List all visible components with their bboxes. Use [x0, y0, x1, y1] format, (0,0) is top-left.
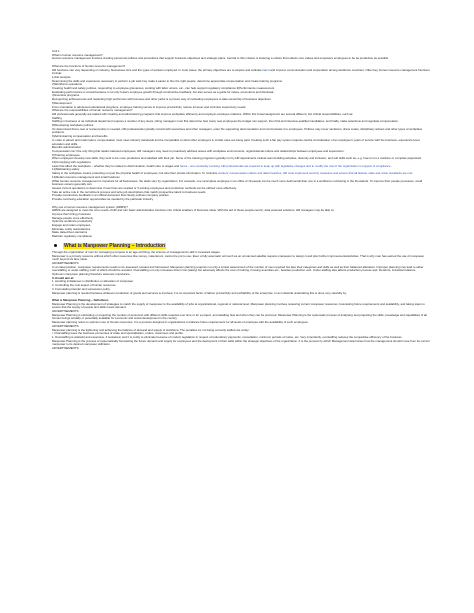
talent-link[interactable]: talent: [262, 67, 270, 72]
list-item: Maintain regulatory compliance: [52, 234, 93, 239]
document-body: [52, 50, 430, 351]
definitions-heading: What is Manpower Planning – Definitions: [52, 297, 109, 302]
list-item: Provide constructive feedback in an official document that clearly outlines company policies.: [52, 193, 170, 198]
paragraph: Through the organization of men for managing a purpose is an age-old thing, the science of management's skill in incessant stages.: [52, 249, 221, 254]
advertisement-label: ADVERTISEMENTS:: [52, 323, 80, 328]
list-item: 9)Administering compensation and benefits: [52, 134, 108, 139]
list-item: From orientation to advanced educational programs, employee training serves to improve productivity, reduce turnover and minimize supervisory needs.: [52, 104, 247, 109]
list-item: 1. Avoiding imbalances in distribution or allocation of manpower: [52, 279, 134, 284]
list-item: ii. Overstaffing is wasteful and expensive, if sustained, and it is costly to eliminate because of modern legislation in respect of redundancy payments, consultation, minimum periods of notice, etc. Very importantly, overstaffing reduces the competitive efficiency of the business.: [52, 334, 403, 339]
list-item: Eliminate costly redundancies: [52, 226, 91, 231]
list-item: Evaluating performance is crucial because it not only fosters employee growth through constructive feedback, but also serves as a guide for raises, promotions and dismissal.: [52, 89, 275, 94]
list-item: 9)Training employees: [52, 152, 80, 157]
list-item: Improve their hiring processes: [52, 211, 91, 216]
paragraph: In an ideal position, manpower requirements needs to be assessed, located and harnessed. Manpower planning requires not only a simple assessment of the number of men required but also their categories and skills as well as their balanced allocation. Improper planning may lead to either overstaffing or under-staffing, both of which should be avoided. Overstaffing not only increases direct cost (salary) but adversely affects the cost of training, housing amenities etc., besides production cost. Under-staffing also affects production process and, therefore, industrial relations.: [52, 264, 424, 273]
advertisement-label: ADVERTISEMENTS:: [52, 309, 80, 314]
list-item: Engage and retain employees: [52, 223, 91, 228]
aim-label: It should aim at:: [52, 275, 75, 280]
question-what-is-hrm: What is human resource management?: [52, 52, 103, 57]
list-item: Determining the skills and experience necessary to perform a job well may make it easier to hire the right people, determine appropriate compensation and create training programs.: [52, 78, 283, 83]
advertisement-label: ADVERTISEMENTS:: [52, 260, 80, 265]
paragraph: Optimum manpower planning therefore assumes importance.: [52, 272, 131, 277]
list-item: 3. Formulating transfer and succession policy: [52, 286, 111, 291]
paragraph: HR professionals generally are tasked with creating and administering programs that improve workplace efficiency and employer-employee relations. Within this broad assignment are several different, but critical responsibilities, such as:: [52, 111, 354, 116]
list-item: Assess current operations to determine if new hires are needed or if existing employees and production methods can be utilized more effectively.: [52, 186, 237, 190]
section-title: What is Manpower Planning – Introduction: [64, 242, 166, 249]
paragraph: Manpower planning is the tightening and achieving the balance of demand and supply of workforce. The penalties for not being correctly staffed are costly:: [52, 327, 250, 332]
section-heading: [52, 243, 430, 249]
bullet-icon: [54, 244, 57, 247]
staffing-heading: Staffing: [52, 115, 62, 120]
list-item: Laws that affect the workplace – whether they're related to discrimination, health care or wages and hours – are constantly evolving. HR professionals are required to keep up with legislative changes and to modify the rest of the organization in support of compliance.: [52, 163, 392, 168]
hours-link[interactable]: hours – are constantly evolving. HR professionals are required to keep up with legislative changes and to modify the rest of the organization in support of compliance.: [179, 163, 392, 168]
list-item: When employers develop new skills, they tend to be more productive and satisfied with their job. Some of the training programs typically run by HR departments include team-building activities, diversity and inclusion, and soft skills such as, e.g. how to run a machine or complete paperwork.: [52, 156, 422, 161]
list-item: 11)Maintaining safety: [52, 167, 80, 172]
list-item: Creating health and safety policies, responding to employee grievances, working with labor unions, etc., can help support regulatory compliance.3)Performance measurement: [52, 86, 275, 91]
list-item: Make data-driven decisions: [52, 230, 88, 235]
list-item: While human resource management is important for all businesses, the tasks vary by organization. For example, one incomplete employee in an office of 10 people can be much more detrimental than one in a workforce numbering in the thousands. To improve their people processes, small business owners generally can:: [52, 178, 423, 187]
paragraph: Manpower planning is needed because whatever production of goods and services is involved, it is an important factor of labour productivity and profitability of the enterprise. In an industrial undertaking this is done very carefully by:: [52, 290, 347, 295]
paragraph: Staffing in business or as individual department requires a number of key steps. Hiring managers must first determine how many new employees the budget can support, then find and interview qualified candidates, and finally, make selections and negotiate compensation.: [52, 119, 399, 124]
paragraph: HRMS are designed to meet the core needs of HR and turn basic administrative functions into critical enablers of business value. With the aid of these people-centric, data powered solutions, HR managers may be able to:: [52, 208, 335, 213]
question-responsibilities: What are the responsibilities of human resource management?: [52, 108, 133, 113]
paragraph: Manpower Planning is the development of strategies to match the supply of manpower to the availability of jobs at organizational, regional or national level. Manpower planning involves reviewing current manpower resources, forecasting future requirements and availability, and taking steps to ensure that the supply of people and skills meets demand.: [52, 301, 425, 310]
question-why-hrms: Why use a human resource management system (HRMS)?: [52, 204, 128, 209]
paragraph: HR functions can vary depending on industry, businesses size and the types of workers employed. In most cases, the primary objectives are to acquire and cultivate talent and improve communication and cooperation among workforce members. Other key human resource management functions include:: [52, 67, 430, 76]
list-item: Benefits administration: [52, 145, 82, 150]
list-item: 5)Development: [52, 100, 72, 105]
workers-comp-link[interactable]: workers' compensation claims and data breaches, HR must implement security measures and ensure that all federal, state and union standards are met.: [218, 171, 414, 176]
paragraph: Human resource management involves creating personnel policies and procedures that support business objectives and strategic plans. Central to this mission is fostering a culture that reflects core values and empowers employees to be as productive as possible.: [52, 56, 390, 61]
list-item: Safety in the workplace means protecting not just the physical health of employees, but also their private information. To minimize workers' compensation claims and data breaches, HR must implement security measures and ensure that all federal, state and union standards are met.: [52, 171, 414, 176]
list-item: 2)Workforce operations: [52, 82, 82, 87]
paragraph: Manpower Planning is the process of systematically forecasting the future demand and supply for employees and the deployment of their skills within the strategic objectives of the organization. It is the process by which Management determines how the management should move from its current manpower to its desired manpower utilization.: [52, 338, 430, 347]
list-item: 8)Developing workplace policies: [52, 123, 94, 128]
list-item: Compensation isn't the only thing that retains talented employees; HR managers may need to proactively address issues with workplace environments, organizational culture and relationships between employees and supervisors.: [52, 148, 345, 153]
advertisement-label: ADVERTISEMENTS:: [52, 346, 80, 351]
unit-label: Unit 1: [52, 49, 60, 53]
list-item: Recognizing achievements and rewarding high performers with bonuses and other perks is a proven way of motivating employees to take ownership of business objectives.: [52, 97, 272, 102]
list-item: Provide continuing education opportunities as needed by the particular industry.: [52, 197, 154, 202]
list-item: In order to attract and retain talent, compensation must meet industry standards and be comparable to what other employers in similar roles are being paid. Creating such a fair pay system requires careful consideration of an employee's years of service with the business, experience level, education and skills.: [52, 137, 421, 146]
list-item: 1)Job analysis: [52, 74, 71, 79]
list-item: Manage people more effectively: [52, 215, 93, 220]
question-functions: What are the functions of human resource management?: [52, 63, 126, 68]
list-item: 2. Controlling the cost aspect of human resources: [52, 283, 116, 288]
paragraph: Manpower is a primary resource without which other resources like money, material etc. cannot be put to use. Even a fully automatic unit such as an unmanned satellite requires manpower to design it and plan further improvements/activities. That is why man has earned the use of manpower much beyond its face value.: [52, 253, 425, 262]
list-item: i. Overstaffing loses the business economies of scale and specialization, orders, customers and profits.: [52, 331, 184, 336]
paragraph: Manpower Planning is estimating or projecting the number of personnel with different skills required over time or for a project, and detailing how and when they can be procured. Manpower Planning is the systematic process of analysing and projecting the skills, knowledge and capabilities of all human beings actually or potentially available for economic and social development in the country.: [52, 312, 427, 321]
list-item: 10)Complying with regulations: [52, 160, 91, 165]
list-item: 4)Incentive programs: [52, 93, 80, 98]
list-item: 12)Retain resource management and small business: [52, 174, 120, 179]
paragraph: Manpower planning refers to optimum use of human resources. It is a process designed in organizations to balance future requirements for all levels of employee with the availability of such employees.: [52, 320, 309, 325]
list-item: Take an active role in the recruitment process and write job descriptions that match prospective talent to business needs.: [52, 189, 207, 194]
list-item: It's determined that a new or revised policy is needed, HR professionals typically consult with executives and other managers, enter the supporting documentation and communicate it to employees. Policies may cover vacations, dress codes, disciplinary actions and other types of workplace problems.: [52, 126, 423, 135]
list-item: Optimize workforce productivity: [52, 219, 93, 224]
